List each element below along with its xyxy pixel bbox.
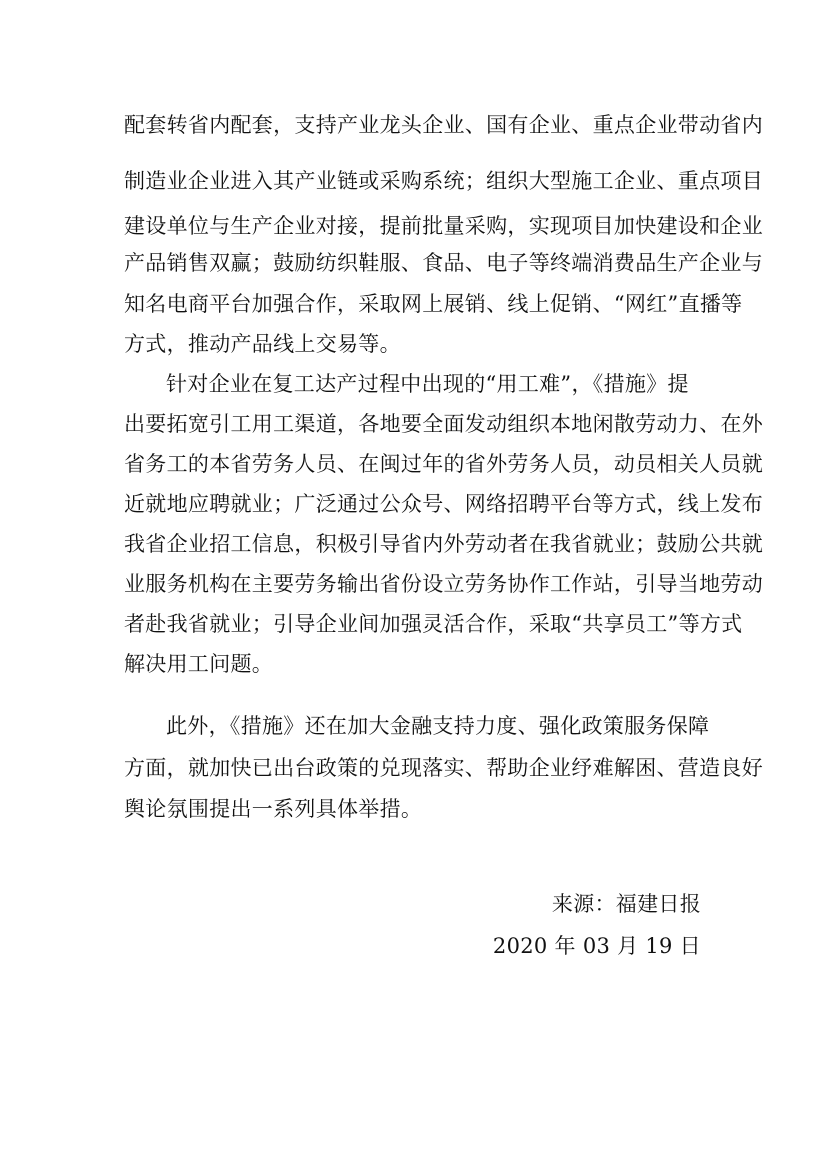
paragraph-1-line-6: 方式，推动产品线上交易等。 bbox=[124, 332, 401, 356]
paragraph-1-line-4: 产品销售双赢；鼓励纺织鞋服、食品、电子等终端消费品生产企业与 bbox=[124, 251, 763, 275]
paragraph-2-line-6: 业服务机构在主要劳务输出省份设立劳务协作工作站，引导当地劳动 bbox=[124, 572, 763, 596]
paragraph-2-line-7: 者赴我省就业；引导企业间加强灵活合作，采取“共享员工”等方式 bbox=[124, 612, 743, 636]
paragraph-2-line-8: 解决用工问题。 bbox=[124, 652, 274, 676]
source-label: 来源：福建日报 bbox=[551, 892, 701, 916]
paragraph-3-line-3: 舆论氛围提出一系列具体举措。 bbox=[124, 797, 423, 821]
paragraph-1-line-1: 配套转省内配套，支持产业龙头企业、国有企业、重点企业带动省内 bbox=[124, 113, 763, 137]
paragraph-1-line-2: 制造业企业进入其产业链或采购系统；组织大型施工企业、重点项目 bbox=[124, 169, 763, 193]
paragraph-2-line-5: 我省企业招工信息，积极引导省内外劳动者在我省就业；鼓励公共就 bbox=[124, 532, 763, 556]
paragraph-2-line-3: 省务工的本省劳务人员、在闽过年的省外劳务人员，动员相关人员就 bbox=[124, 452, 763, 476]
paragraph-1-line-5: 知名电商平台加强合作，采取网上展销、线上促销、“网红”直播等 bbox=[124, 292, 743, 316]
paragraph-3-line-2: 方面，就加快已出台政策的兑现落实、帮助企业纾难解困、营造良好 bbox=[124, 756, 763, 780]
paragraph-2-line-1: 针对企业在复工达产过程中出现的“用工难”，《措施》提 bbox=[166, 372, 689, 396]
paragraph-2-line-2: 出要拓宽引工用工渠道，各地要全面发动组织本地闲散劳动力、在外 bbox=[124, 412, 763, 436]
paragraph-1-line-3: 建设单位与生产企业对接，提前批量采购，实现项目加快建设和企业 bbox=[124, 214, 763, 238]
paragraph-3-line-1: 此外，《措施》还在加大金融支持力度、强化政策服务保障 bbox=[166, 714, 710, 738]
paragraph-2-line-4: 近就地应聘就业；广泛通过公众号、网络招聘平台等方式，线上发布 bbox=[124, 492, 763, 516]
publish-date: 2020 年 03 月 19 日 bbox=[492, 934, 701, 958]
